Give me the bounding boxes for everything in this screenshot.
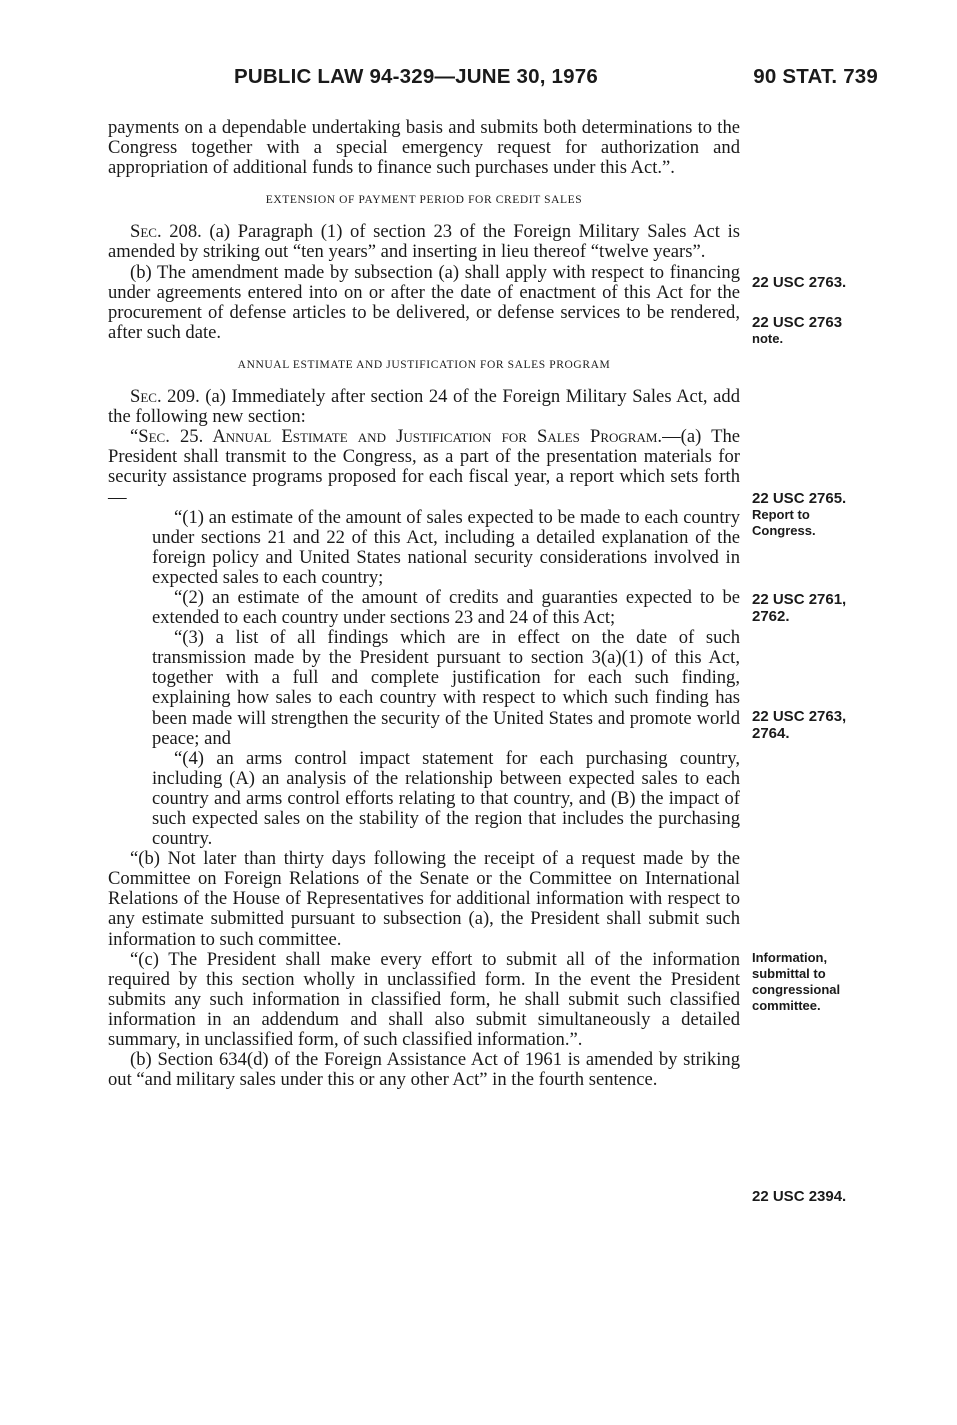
sec-209-a-text: 209. (a) Immediately after section 24 of the Foreign Military Sales Act, add the following new section:: [108, 386, 740, 428]
intro-paragraph: payments on a dependable undertaking basis and submits both determinations to the Congress together with a special emergency request for authorization and appropriation of additional funds to finance such purchases under this Act.”.: [108, 117, 740, 179]
paragraph-final: (b) Section 634(d) of the Foreign Assistance Act of 1961 is amended by striking out “and military sales under this or any other Act” in the fourth sentence.: [108, 1049, 740, 1091]
margin-note-text: 22 USC 2394.: [752, 1188, 847, 1205]
margin-note-subtext: note.: [752, 331, 784, 346]
margin-note-22-usc-2763-2764: [752, 708, 846, 742]
sec-209-label: Sec.: [130, 386, 162, 408]
margin-note-text: 22 USC 2763,: [752, 708, 847, 725]
margin-note-22-usc-2763-note: [752, 314, 842, 347]
margin-note-22-usc-2765: [752, 490, 846, 539]
margin-note-information-submittal: [752, 950, 840, 1014]
page-header: [108, 65, 878, 95]
sec-209-a: [108, 387, 740, 427]
margin-note-subtext: congressional: [752, 982, 841, 997]
paragraph-c: “(c) The President shall make every effort to submit all of the information required by this section wholly in unclassified form. In the event the President submits any such information in classified form, he shall submit such classified information in an addendum and shall also submit simultaneously a detailed summary, in unclassified form, of such classified information.”.: [108, 948, 740, 1051]
sec-208-a-text: 208. (a) Paragraph (1) of section 23 of the Foreign Military Sales Act is amended by striking out “ten years” and inserting in lieu thereof “twelve years”.: [108, 221, 740, 263]
sec-208-label: Sec.: [130, 221, 162, 243]
sec-25-a-text: —(a) The President shall transmit to the Congress, as a part of the presentation materials for security assistance programs proposed for each fiscal year, a report which sets forth—: [108, 426, 741, 508]
list-item-2: “(2) an estimate of the amount of credits and guaranties expected to be extended to each country under sections 23 and 24 of this Act;: [152, 586, 740, 629]
margin-note-subtext: committee.: [752, 998, 821, 1013]
section-heading-extension: EXTENSION OF PAYMENT PERIOD FOR CREDIT SALES: [265, 194, 583, 207]
list-item-1: “(1) an estimate of the amount of sales expected to be made to each country under sections 21 and 22 of this Act, including a detailed explanation of the foreign policy and United States national security considerations involved in expected sales to each country;: [152, 506, 740, 588]
sec-208-b: (b) The amendment made by subsection (a) shall apply with respect to financing under agreements entered into on or after the date of enactment of this Act for the procurement of defense articles to be delivered, or defense services to be rendered, after such date.: [108, 261, 740, 343]
list-item-3: “(3) a list of all findings which are in effect on the date of such transmission made by the President pursuant to section 3(a)(1) of this Act, together with a full and complete justification for each such finding, explaining how sales to each country with respect to which such finding has been made will strengthen the security of the United States and promote world peace; and: [152, 627, 740, 749]
margin-note-text: 22 USC 2761,: [752, 591, 847, 608]
sec-208-a: [108, 222, 740, 262]
statute-page-number: 90 STAT. 739: [753, 65, 878, 88]
margin-note-text: 22 USC 2763: [752, 314, 843, 331]
margin-note-22-usc-2761: [752, 591, 846, 625]
margin-note-subtext: Information,: [752, 950, 828, 965]
margin-note-text: 22 USC 2765.: [752, 490, 847, 507]
sec-25-heading: “Sec. 25. Annual Estimate and Justification for Sales Program.: [130, 426, 663, 448]
section-heading-annual-estimate: ANNUAL ESTIMATE AND JUSTIFICATION FOR SALES PROGRAM: [237, 358, 611, 371]
list-item-4: “(4) an arms control impact statement for each purchasing country, including (A) an analysis of the relationship between expected sales to each country and arms control efforts relating to that country, and (B) the impact of such expected sales on the stability of the region that includes the purchasing country.: [152, 747, 740, 850]
margin-note-subtext: submittal to: [752, 966, 826, 981]
margin-note-22-usc-2394: [752, 1188, 846, 1205]
document-body: [108, 118, 740, 1090]
margin-note-subtext: Report to: [752, 507, 810, 522]
margin-note-text: 2762.: [752, 608, 790, 625]
sec-25-a: [108, 427, 740, 507]
margin-note-text: 22 USC 2763.: [752, 274, 847, 291]
margin-note-22-usc-2763: [752, 274, 846, 291]
header-title: PUBLIC LAW 94-329—JUNE 30, 1976: [234, 65, 598, 88]
margin-note-subtext: Congress.: [752, 523, 816, 538]
margin-note-text: 2764.: [752, 725, 790, 742]
paragraph-b: “(b) Not later than thirty days following the receipt of a request made by the Committee on Foreign Relations of the Senate or the Committee on International Relations of the House of Representatives for additional information with respect to any estimate submitted pursuant to subsection (a), the President shall submit such information to such committee.: [108, 848, 740, 950]
